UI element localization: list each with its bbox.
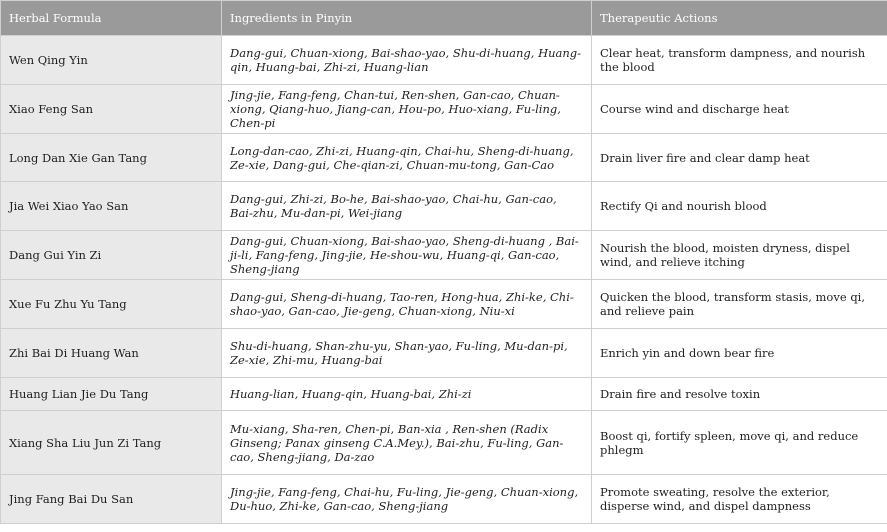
actions-cell: Nourish the blood, moisten dryness, dispel wind, and relieve itching (592, 231, 887, 280)
table-row (1, 411, 887, 475)
formula-name: Xiao Feng San (1, 85, 222, 134)
actions-cell: Drain fire and resolve toxin (592, 378, 887, 411)
ingredients-cell: Jing-jie, Fang-feng, Chai-hu, Fu-ling, Jie-geng, Chuan-xiong, Du-huo, Zhi-ke, Gan-cao, Sheng-jiang (222, 475, 592, 524)
table-row (1, 329, 887, 378)
table-row (1, 36, 887, 85)
formula-name: Wen Qing Yin (1, 36, 222, 85)
table-row (1, 231, 887, 280)
ingredients-cell: Long-dan-cao, Zhi-zi, Huang-qin, Chai-hu, Sheng-di-huang, Ze-xie, Dang-gui, Che-qian-zi, Chuan-mu-tong, Gan-Cao (222, 134, 592, 182)
header-therapeutic-actions: Therapeutic Actions (592, 1, 887, 36)
ingredients-cell: Dang-gui, Chuan-xiong, Bai-shao-yao, Sheng-di-huang , Bai-ji-li, Fang-feng, Jing-jie, He-shou-wu, Huang-qi, Gan-cao, Sheng-jiang (222, 231, 592, 280)
header-ingredients: Ingredients in Pinyin (222, 1, 592, 36)
formula-name: Jing Fang Bai Du San (1, 475, 222, 524)
actions-cell: Enrich yin and down bear fire (592, 329, 887, 378)
formula-name: Long Dan Xie Gan Tang (1, 134, 222, 182)
ingredients-cell: Dang-gui, Sheng-di-huang, Tao-ren, Hong-hua, Zhi-ke, Chi-shao-yao, Gan-cao, Jie-geng, Chuan-xiong, Niu-xi (222, 280, 592, 329)
actions-cell: Drain liver fire and clear damp heat (592, 134, 887, 182)
formula-name: Huang Lian Jie Du Tang (1, 378, 222, 411)
table-row (1, 280, 887, 329)
actions-cell: Boost qi, fortify spleen, move qi, and reduce phlegm (592, 411, 887, 475)
formula-name: Zhi Bai Di Huang Wan (1, 329, 222, 378)
header-row (1, 1, 887, 36)
table-row (1, 475, 887, 524)
ingredients-cell: Shu-di-huang, Shan-zhu-yu, Shan-yao, Fu-ling, Mu-dan-pi, Ze-xie, Zhi-mu, Huang-bai (222, 329, 592, 378)
table-row (1, 378, 887, 411)
ingredients-cell: Mu-xiang, Sha-ren, Chen-pi, Ban-xia , Ren-shen (Radix Ginseng; Panax ginseng C.A.Mey.), Bai-zhu, Fu-ling, Gan-cao, Sheng-jiang, Da-zao (222, 411, 592, 475)
formula-name: Dang Gui Yin Zi (1, 231, 222, 280)
header-herbal-formula: Herbal Formula (1, 1, 222, 36)
ingredients-cell: Jing-jie, Fang-feng, Chan-tui, Ren-shen, Gan-cao, Chuan-xiong, Qiang-huo, Jiang-can, Hou-po, Huo-xiang, Fu-ling, Chen-pi (222, 85, 592, 134)
formula-name: Jia Wei Xiao Yao San (1, 182, 222, 231)
ingredients-cell: Dang-gui, Zhi-zi, Bo-he, Bai-shao-yao, Chai-hu, Gan-cao, Bai-zhu, Mu-dan-pi, Wei-jiang (222, 182, 592, 231)
actions-cell: Rectify Qi and nourish blood (592, 182, 887, 231)
actions-cell: Quicken the blood, transform stasis, move qi, and relieve pain (592, 280, 887, 329)
ingredients-cell: Huang-lian, Huang-qin, Huang-bai, Zhi-zi (222, 378, 592, 411)
table-row (1, 85, 887, 134)
actions-cell: Promote sweating, resolve the exterior, disperse wind, and dispel dampness (592, 475, 887, 524)
actions-cell: Course wind and discharge heat (592, 85, 887, 134)
actions-cell: Clear heat, transform dampness, and nourish the blood (592, 36, 887, 85)
formula-name: Xue Fu Zhu Yu Tang (1, 280, 222, 329)
ingredients-cell: Dang-gui, Chuan-xiong, Bai-shao-yao, Shu-di-huang, Huang-qin, Huang-bai, Zhi-zi, Huang-lian (222, 36, 592, 85)
table-row (1, 182, 887, 231)
table-row (1, 134, 887, 182)
formula-name: Xiang Sha Liu Jun Zi Tang (1, 411, 222, 475)
